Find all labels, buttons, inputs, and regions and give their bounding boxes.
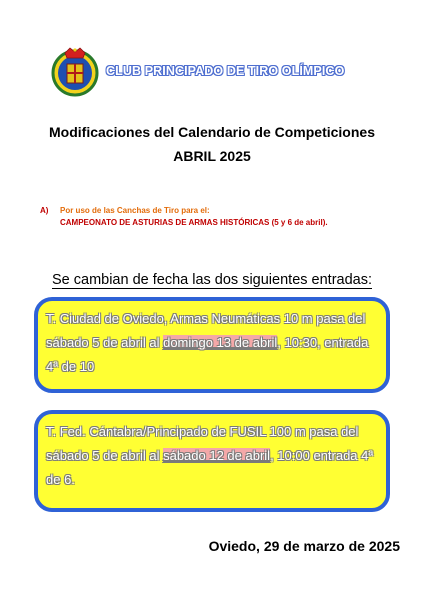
change-intro-text: Se cambian de fecha las dos siguientes entradas: xyxy=(51,272,372,288)
notice-marker: A) xyxy=(40,206,49,215)
notice-line-1: Por uso de las Canchas de Tiro para el: xyxy=(60,206,210,215)
entry-2-new-date: sábado 12 de abril xyxy=(163,448,271,463)
club-crest-icon xyxy=(50,45,100,97)
notice-block xyxy=(40,206,410,227)
signature-date: Oviedo, 29 de marzo de 2025 xyxy=(208,538,400,554)
document-title: Modificaciones del Calendario de Competiciones xyxy=(49,124,375,140)
notice-line-2: CAMPEONATO DE ASTURIAS DE ARMAS HISTÓRICAS (5 y 6 de abril). xyxy=(60,218,328,227)
entry-box-2 xyxy=(34,410,390,512)
entry-1-new-date: domingo 13 de abril xyxy=(163,335,278,350)
document-subtitle: ABRIL 2025 xyxy=(173,148,251,164)
entry-2-text: T. Fed. Cántabra/Principado de FUSIL 100 m pasa del sábado 5 de abril al xyxy=(46,424,359,463)
header xyxy=(50,45,390,101)
change-intro xyxy=(0,272,424,288)
entry-2-details: , 10:00 entrada 4ª de 6. xyxy=(46,448,374,487)
club-name: CLUB PRINCIPADO DE TIRO OLÍMPICO xyxy=(106,64,345,78)
entry-1-details: , 10:30, entrada 4ª de 10 xyxy=(46,335,369,374)
entry-box-1 xyxy=(34,297,390,393)
entry-1-text: T. Ciudad de Oviedo, Armas Neumáticas 10 m pasa del sábado 5 de abril al xyxy=(46,311,366,350)
